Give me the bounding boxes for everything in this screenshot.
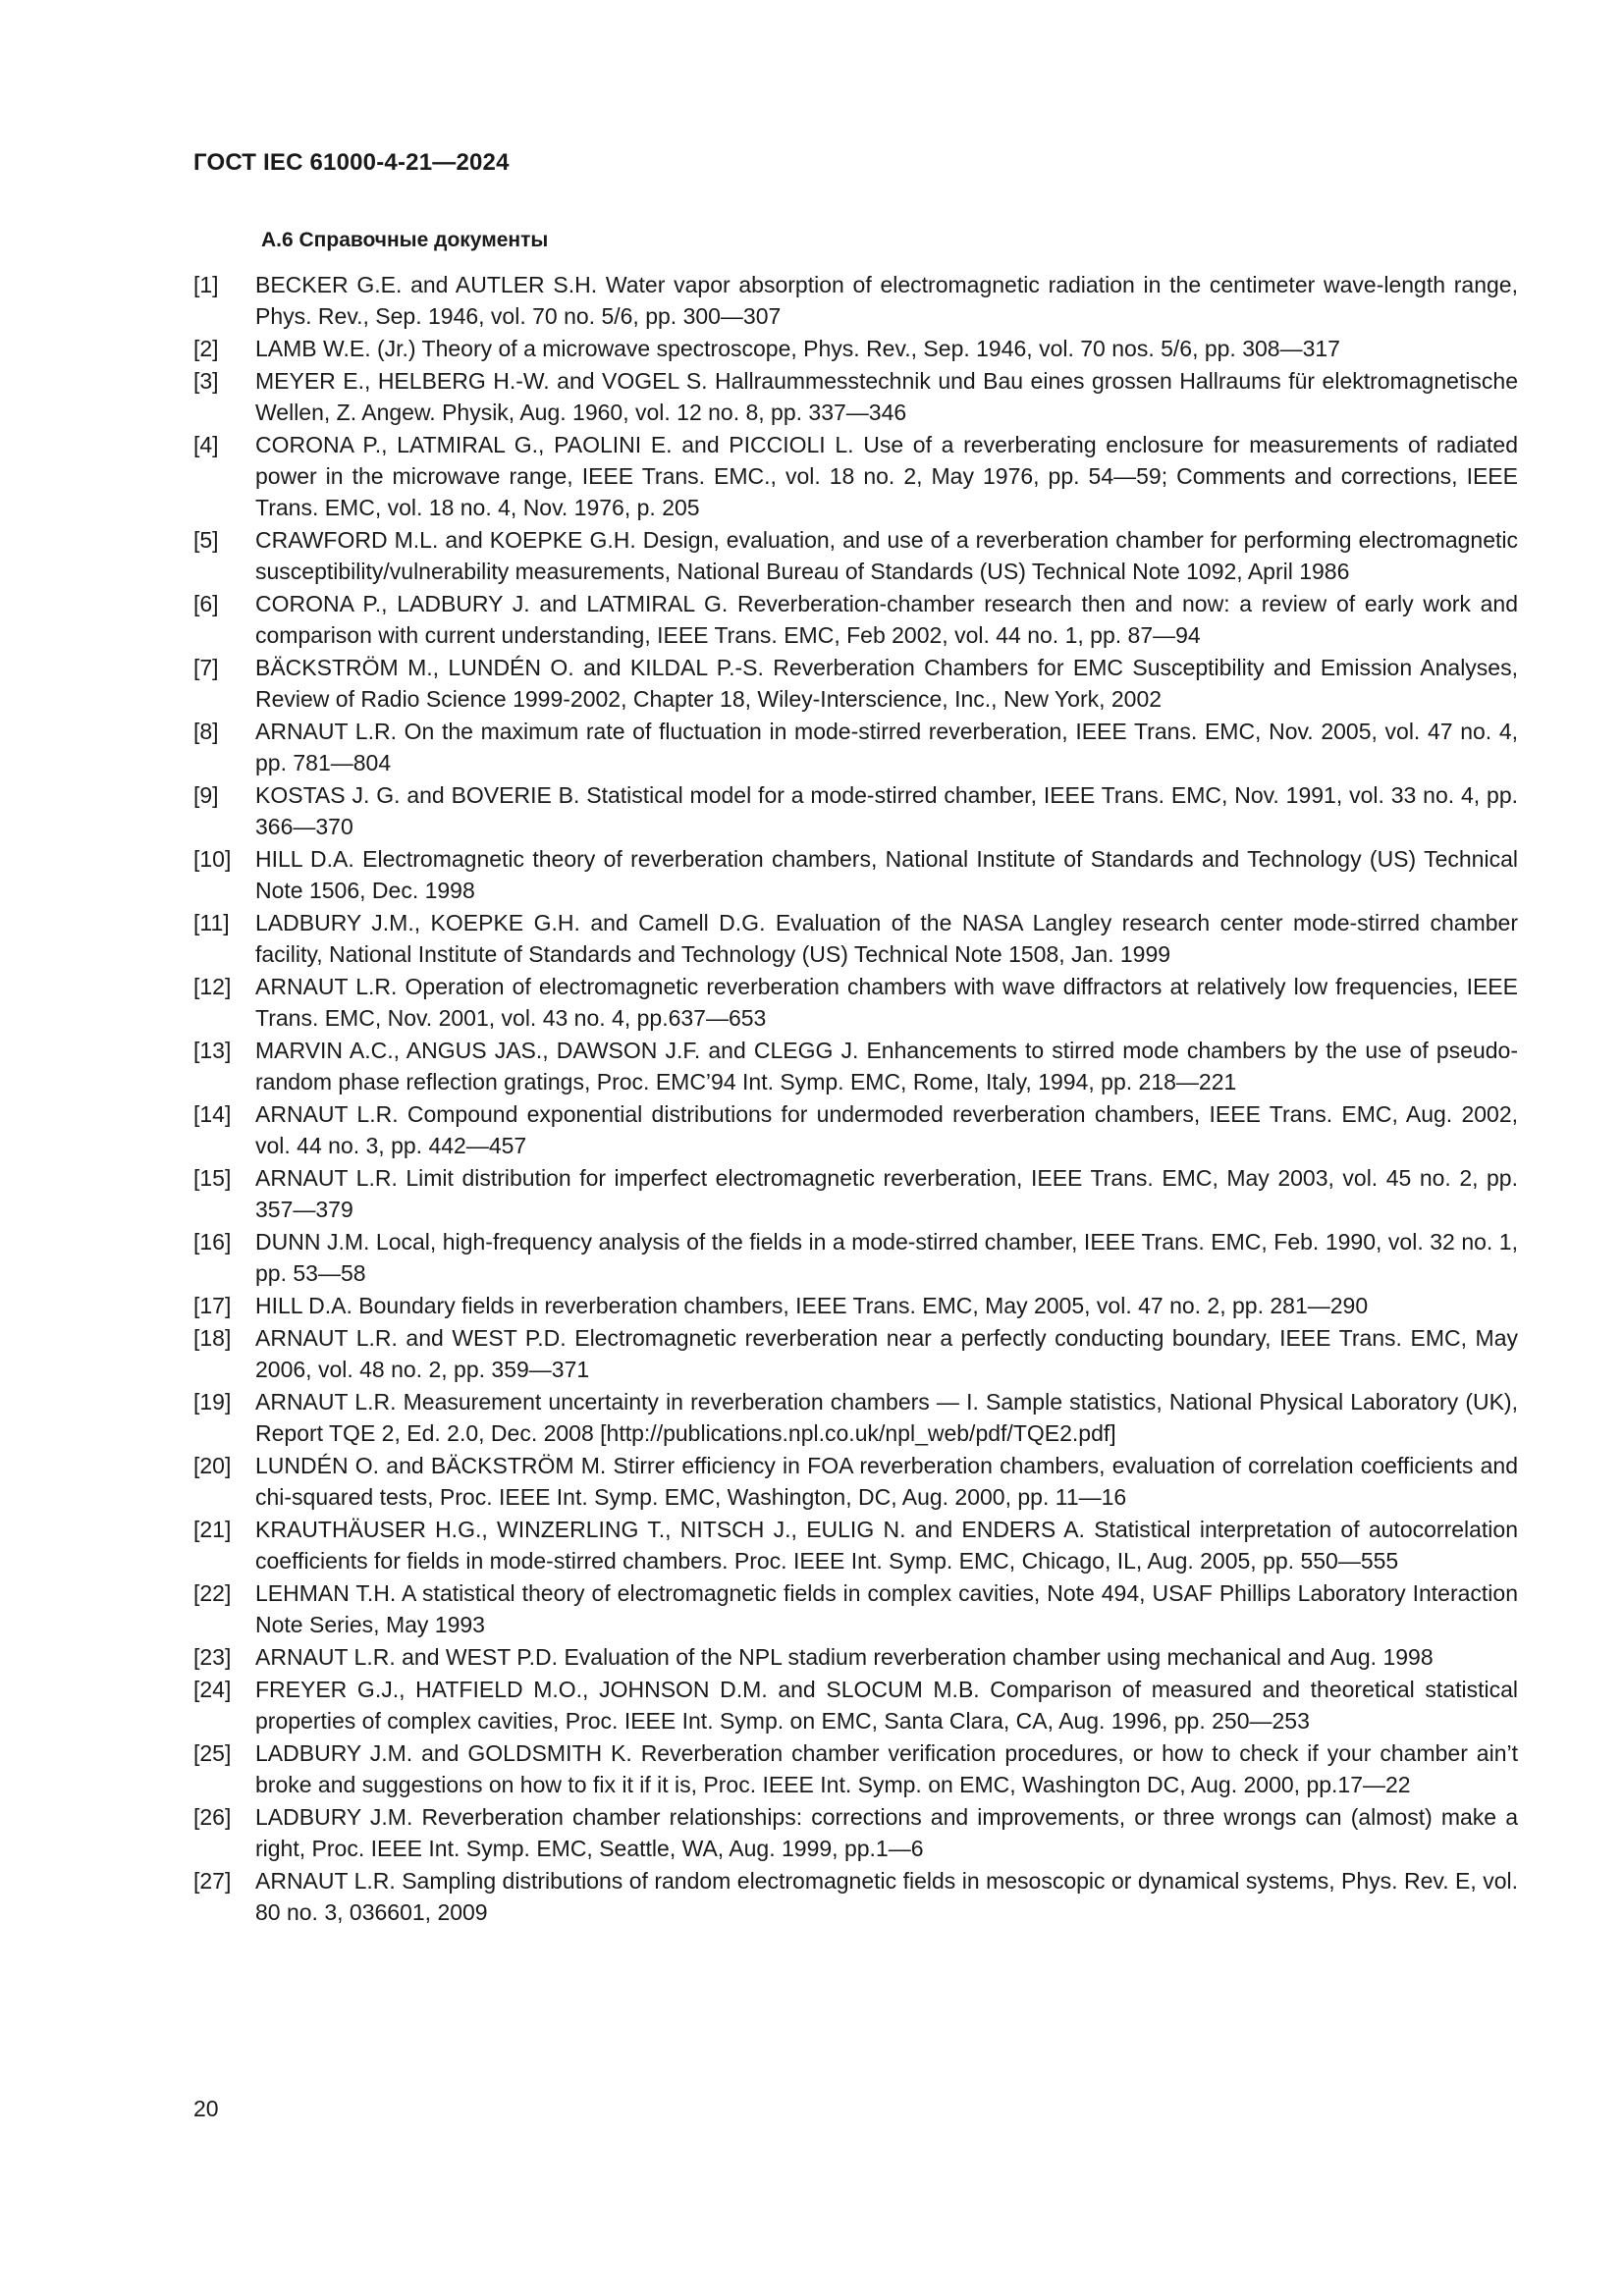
reference-item xyxy=(193,843,1518,906)
reference-number: [27] xyxy=(193,1868,232,1894)
reference-number: [10] xyxy=(193,846,232,872)
reference-number: [3] xyxy=(193,368,219,394)
reference-text: MEYER E., HELBERG H.-W. and VOGEL S. Hallraummesstechnik und Bau eines grossen Hallraums für elektromagnetische Wellen, Z. Angew. Physik, Aug. 1960, vol. 12 no. 8, pp. 337—346 xyxy=(255,368,1518,425)
reference-number: [17] xyxy=(193,1293,232,1318)
section-title: A.6 Справочные документы xyxy=(261,229,549,251)
reference-text: DUNN J.M. Local, high-frequency analysis of the fields in a mode-stirred chamber, IEEE Trans. EMC, Feb. 1990, vol. 32 no. 1, pp. 53—58 xyxy=(255,1229,1518,1286)
reference-text: LADBURY J.M., KOEPKE G.H. and Camell D.G. Evaluation of the NASA Langley research center mode-stirred chamber facility, National Institute of Standards and Technology (US) Technical Note 1508, Jan. 1999 xyxy=(255,910,1518,967)
reference-item xyxy=(193,1801,1518,1864)
reference-number: [16] xyxy=(193,1229,232,1255)
reference-item xyxy=(193,1290,1518,1321)
reference-item xyxy=(193,652,1518,715)
reference-item xyxy=(193,1514,1518,1576)
reference-text: CRAWFORD M.L. and KOEPKE G.H. Design, evaluation, and use of a reverberation chamber for performing electromagnetic susceptibility/vulnerability measurements, National Bureau of Standards (US) Technical Note 1092, April 1986 xyxy=(255,527,1518,584)
reference-item xyxy=(193,716,1518,778)
reference-text: CORONA P., LATMIRAL G., PAOLINI E. and PICCIOLI L. Use of a reverberating enclosure for measurements of radiated power in the microwave range, IEEE Trans. EMC., vol. 18 no. 2, May 1976, pp. 54—59; Comments and corrections, IEEE Trans. EMC, vol. 18 no. 4, Nov. 1976, p. 205 xyxy=(255,432,1518,520)
reference-list xyxy=(193,269,1518,1929)
reference-item xyxy=(193,524,1518,587)
reference-item xyxy=(193,907,1518,970)
reference-item xyxy=(193,1641,1518,1673)
reference-number: [22] xyxy=(193,1580,232,1606)
reference-text: BECKER G.E. and AUTLER S.H. Water vapor absorption of electromagnetic radiation in the centimeter wave-length range, Phys. Rev., Sep. 1946, vol. 70 no. 5/6, pp. 300—307 xyxy=(255,272,1518,329)
reference-text: LADBURY J.M. Reverberation chamber relationships: corrections and improvements, or three wrongs can (almost) make a right, Proc. IEEE Int. Symp. EMC, Seattle, WA, Aug. 1999, pp.1—6 xyxy=(255,1804,1518,1861)
reference-text: LAMB W.E. (Jr.) Theory of a microwave spectroscope, Phys. Rev., Sep. 1946, vol. 70 nos. 5/6, pp. 308—317 xyxy=(255,336,1340,361)
reference-number: [12] xyxy=(193,974,232,999)
reference-item xyxy=(193,779,1518,842)
reference-number: [25] xyxy=(193,1740,232,1766)
page-number: 20 xyxy=(193,2096,219,2121)
reference-item xyxy=(193,1098,1518,1161)
reference-item xyxy=(193,971,1518,1034)
reference-number: [6] xyxy=(193,591,219,616)
reference-text: ARNAUT L.R. Sampling distributions of random electromagnetic fields in mesoscopic or dynamical systems, Phys. Rev. E, vol. 80 no. 3, 036601, 2009 xyxy=(255,1868,1518,1925)
reference-number: [21] xyxy=(193,1517,232,1542)
reference-text: LADBURY J.M. and GOLDSMITH K. Reverberation chamber verification procedures, or how to check if your chamber ain’t broke and suggestions on how to fix it if it is, Proc. IEEE Int. Symp. on EMC, Washington DC, Aug. 2000, pp.17—22 xyxy=(255,1740,1518,1797)
reference-number: [19] xyxy=(193,1389,232,1415)
reference-number: [1] xyxy=(193,272,219,297)
reference-number: [23] xyxy=(193,1644,232,1670)
reference-number: [4] xyxy=(193,432,219,457)
reference-number: [2] xyxy=(193,336,219,361)
reference-text: KOSTAS J. G. and BOVERIE B. Statistical model for a mode-stirred chamber, IEEE Trans. EMC, Nov. 1991, vol. 33 no. 4, pp. 366—370 xyxy=(255,782,1518,839)
reference-item xyxy=(193,1674,1518,1736)
reference-text: FREYER G.J., HATFIELD M.O., JOHNSON D.M. and SLOCUM M.B. Comparison of measured and theoretical statistical properties of complex cavities, Proc. IEEE Int. Symp. on EMC, Santa Clara, CA, Aug. 1996, pp. 250—253 xyxy=(255,1677,1518,1734)
reference-number: [9] xyxy=(193,782,219,808)
reference-text: HILL D.A. Boundary fields in reverberation chambers, IEEE Trans. EMC, May 2005, vol. 47 no. 2, pp. 281—290 xyxy=(255,1293,1369,1318)
reference-item xyxy=(193,1162,1518,1225)
reference-item xyxy=(193,1865,1518,1928)
reference-number: [26] xyxy=(193,1804,232,1830)
reference-number: [13] xyxy=(193,1038,232,1063)
reference-item xyxy=(193,429,1518,523)
reference-text: ARNAUT L.R. Limit distribution for imperfect electromagnetic reverberation, IEEE Trans. EMC, May 2003, vol. 45 no. 2, pp. 357—379 xyxy=(255,1165,1518,1222)
reference-text: LEHMAN T.H. A statistical theory of electromagnetic fields in complex cavities, Note 494, USAF Phillips Laboratory Interaction Note Series, May 1993 xyxy=(255,1580,1518,1637)
reference-number: [24] xyxy=(193,1677,232,1702)
reference-number: [14] xyxy=(193,1101,232,1127)
reference-number: [18] xyxy=(193,1325,232,1351)
reference-number: [20] xyxy=(193,1453,232,1478)
reference-text: MARVIN A.C., ANGUS JAS., DAWSON J.F. and CLEGG J. Enhancements to stirred mode chambers by the use of pseudo-random phase reflection gratings, Proc. EMC’94 Int. Symp. EMC, Rome, Italy, 1994, pp. 218—221 xyxy=(255,1038,1518,1095)
reference-item xyxy=(193,1386,1518,1449)
reference-item xyxy=(193,1577,1518,1640)
reference-item xyxy=(193,1737,1518,1800)
reference-text: ARNAUT L.R. Operation of electromagnetic reverberation chambers with wave diffractors at relatively low frequencies, IEEE Trans. EMC, Nov. 2001, vol. 43 no. 4, pp.637—653 xyxy=(255,974,1518,1031)
reference-text: ARNAUT L.R. Measurement uncertainty in reverberation chambers — I. Sample statistics, National Physical Laboratory (UK), Report TQE 2, Ed. 2.0, Dec. 2008 [http://publications.npl.co.uk/npl_web/pdf/TQE2.pdf] xyxy=(255,1389,1518,1446)
reference-number: [15] xyxy=(193,1165,232,1191)
reference-number: [8] xyxy=(193,719,219,744)
reference-text: KRAUTHÄUSER H.G., WINZERLING T., NITSCH J., EULIG N. and ENDERS A. Statistical interpretation of autocorrelation coefficients for fields in mode-stirred chambers. Proc. IEEE Int. Symp. EMC, Chicago, IL, Aug. 2005, pp. 550—555 xyxy=(255,1517,1518,1574)
reference-text: BÄCKSTRÖM M., LUNDÉN O. and KILDAL P.-S. Reverberation Chambers for EMC Susceptibility and Emission Analyses, Review of Radio Science 1999-2002, Chapter 18, Wiley-Interscience, Inc., New York, 2002 xyxy=(255,655,1518,712)
reference-item xyxy=(193,269,1518,332)
reference-text: HILL D.A. Electromagnetic theory of reverberation chambers, National Institute of Standards and Technology (US) Technical Note 1506, Dec. 1998 xyxy=(255,846,1518,903)
document-header: ГОСТ IEC 61000-4-21—2024 xyxy=(193,149,510,176)
reference-item xyxy=(193,1322,1518,1385)
reference-text: CORONA P., LADBURY J. and LATMIRAL G. Reverberation-chamber research then and now: a review of early work and comparison with current understanding, IEEE Trans. EMC, Feb 2002, vol. 44 no. 1, pp. 87—94 xyxy=(255,591,1518,648)
reference-item xyxy=(193,333,1518,364)
reference-item xyxy=(193,1226,1518,1289)
reference-number: [11] xyxy=(193,910,230,935)
reference-item xyxy=(193,365,1518,428)
reference-text: ARNAUT L.R. Compound exponential distributions for undermoded reverberation chambers, IEEE Trans. EMC, Aug. 2002, vol. 44 no. 3, pp. 442—457 xyxy=(255,1101,1518,1158)
reference-text: ARNAUT L.R. and WEST P.D. Evaluation of the NPL stadium reverberation chamber using mechanical and Aug. 1998 xyxy=(255,1644,1434,1670)
reference-text: LUNDÉN O. and BÄCKSTRÖM M. Stirrer efficiency in FOA reverberation chambers, evaluation of correlation coefficients and chi-squared tests, Proc. IEEE Int. Symp. EMC, Washington, DC, Aug. 2000, pp. 11—16 xyxy=(255,1453,1518,1510)
reference-item xyxy=(193,1035,1518,1097)
reference-number: [5] xyxy=(193,527,219,553)
reference-number: [7] xyxy=(193,655,219,680)
reference-text: ARNAUT L.R. On the maximum rate of fluctuation in mode-stirred reverberation, IEEE Trans. EMC, Nov. 2005, vol. 47 no. 4, pp. 781—804 xyxy=(255,719,1518,775)
reference-text: ARNAUT L.R. and WEST P.D. Electromagnetic reverberation near a perfectly conducting boundary, IEEE Trans. EMC, May 2006, vol. 48 no. 2, pp. 359—371 xyxy=(255,1325,1518,1382)
reference-item xyxy=(193,1450,1518,1513)
reference-item xyxy=(193,588,1518,651)
